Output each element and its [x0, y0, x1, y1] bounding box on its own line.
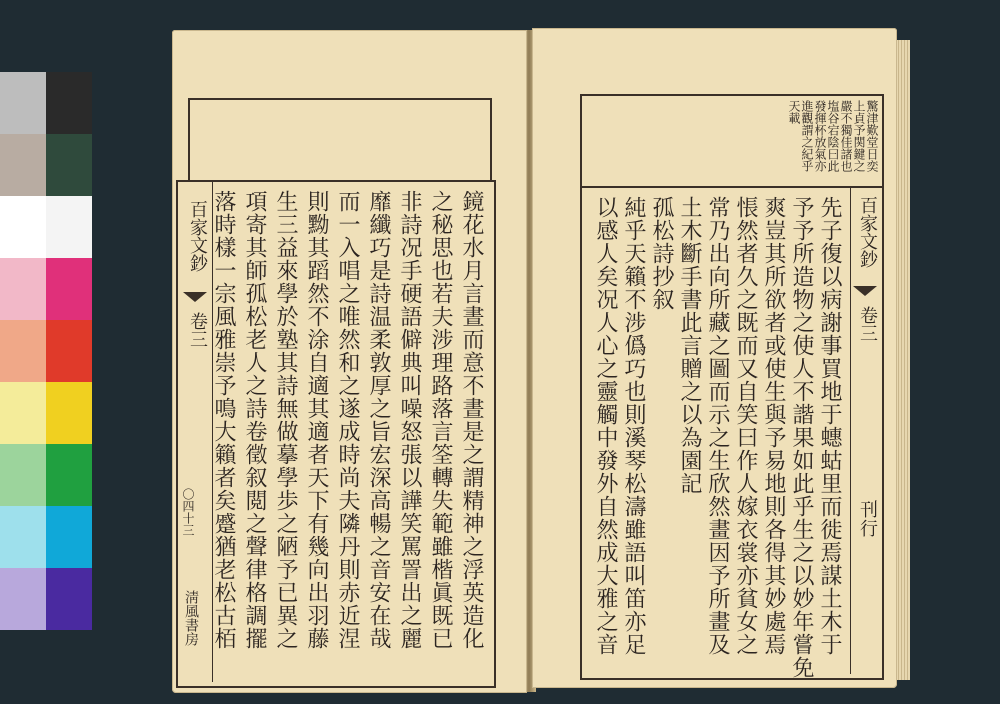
text-column: 上貞予関鍵之	[852, 100, 866, 172]
text-column: 塩谷宕陰曰此	[826, 100, 840, 172]
color-swatch	[0, 258, 46, 320]
text-column: 之秘思也若夫涉理路落言筌轉失範雖楷眞既已	[428, 190, 453, 650]
left-header-frame	[188, 98, 492, 180]
fold-marker-icon	[183, 292, 207, 302]
color-swatch	[0, 320, 46, 382]
color-swatch	[0, 382, 46, 444]
left-fold-title: 百家文鈔	[187, 200, 208, 272]
text-column: 天載	[787, 100, 801, 124]
right-fold-title: 百家文鈔	[857, 196, 878, 268]
fold-marker-icon	[853, 286, 877, 296]
page-edges	[896, 40, 910, 680]
text-column: 則黝其蹈然不涂自適其適者天下有幾向出羽藤	[304, 190, 329, 650]
color-swatch	[0, 196, 46, 258]
text-column: 先子復以病謝事買地于蟪蛄里而徙焉謀土木于	[817, 196, 842, 656]
color-swatch	[46, 382, 92, 444]
color-swatch	[0, 134, 46, 196]
color-calibration-chart	[0, 72, 92, 632]
color-swatch	[46, 72, 92, 134]
color-swatch	[0, 506, 46, 568]
text-column: 土木斷手書此言贈之以為園記	[677, 196, 702, 495]
color-swatch	[46, 444, 92, 506]
page-number: 〇四十三	[181, 488, 195, 536]
text-column: 項寄其師孤松老人之詩卷徵叙閲之聲律格調擺	[242, 190, 267, 650]
right-fold-volume: 卷三	[857, 306, 878, 342]
color-swatch	[46, 196, 92, 258]
color-swatch	[46, 320, 92, 382]
text-column: 純乎天籟不涉僞巧也則溪琴松濤雖語叫笛亦足	[621, 196, 646, 656]
text-column: 爽豈其所欲者或使生與予易地則各得其妙處焉	[761, 196, 786, 656]
text-column: 生三益來學於塾其詩無做摹學歩之陋予已異之	[273, 190, 298, 650]
color-swatch	[0, 568, 46, 630]
text-column: 非詩况手硬語僻典叫噪怒張以譁笑罵詈出之麗	[397, 190, 422, 650]
text-column: 予予所造物之使人不諧果如此乎生之以妙年嘗免	[789, 196, 814, 679]
side-label: 刊行	[857, 500, 878, 538]
color-swatch	[0, 444, 46, 506]
text-column: 悵然者久之既而又自笑曰作人嫁衣裳亦貧女之	[733, 196, 758, 656]
color-swatch	[46, 134, 92, 196]
text-column: 進觀謂之紀乎	[800, 100, 814, 172]
color-swatch	[46, 258, 92, 320]
text-column: 以感人矣况人心之靈觸中發外自然成大雅之音	[593, 196, 618, 656]
text-column: 落時樣一宗風雅崇予鳴大籟者矣蹙猶老松古栢	[211, 190, 236, 650]
right-page	[532, 28, 897, 688]
text-column: 孤松詩抄叙	[649, 196, 674, 311]
color-swatch	[0, 72, 46, 134]
left-page	[172, 30, 527, 693]
left-fold-volume: 卷三	[187, 312, 208, 348]
color-swatch	[46, 568, 92, 630]
text-column: 而一入唱之唯然和之遂成時尚夫隣丹則赤近涅	[335, 190, 360, 650]
color-swatch	[46, 506, 92, 568]
publisher-name: 淸風書房	[183, 590, 199, 646]
text-column: 常乃出向所藏之圖而示之生欣然畫因予所畫及	[705, 196, 730, 656]
text-column: 鏡花水月言晝而意不晝是之謂精神之浮英造化	[459, 190, 484, 650]
text-column: 嚴不獨佳諸也	[839, 100, 853, 172]
text-column: 驚津歎堂日奕	[865, 100, 879, 172]
text-column: 靡纖巧是詩温柔敦厚之旨宏深高暢之音安在哉	[366, 190, 391, 650]
text-column: 發揮杯放氣亦	[813, 100, 827, 172]
